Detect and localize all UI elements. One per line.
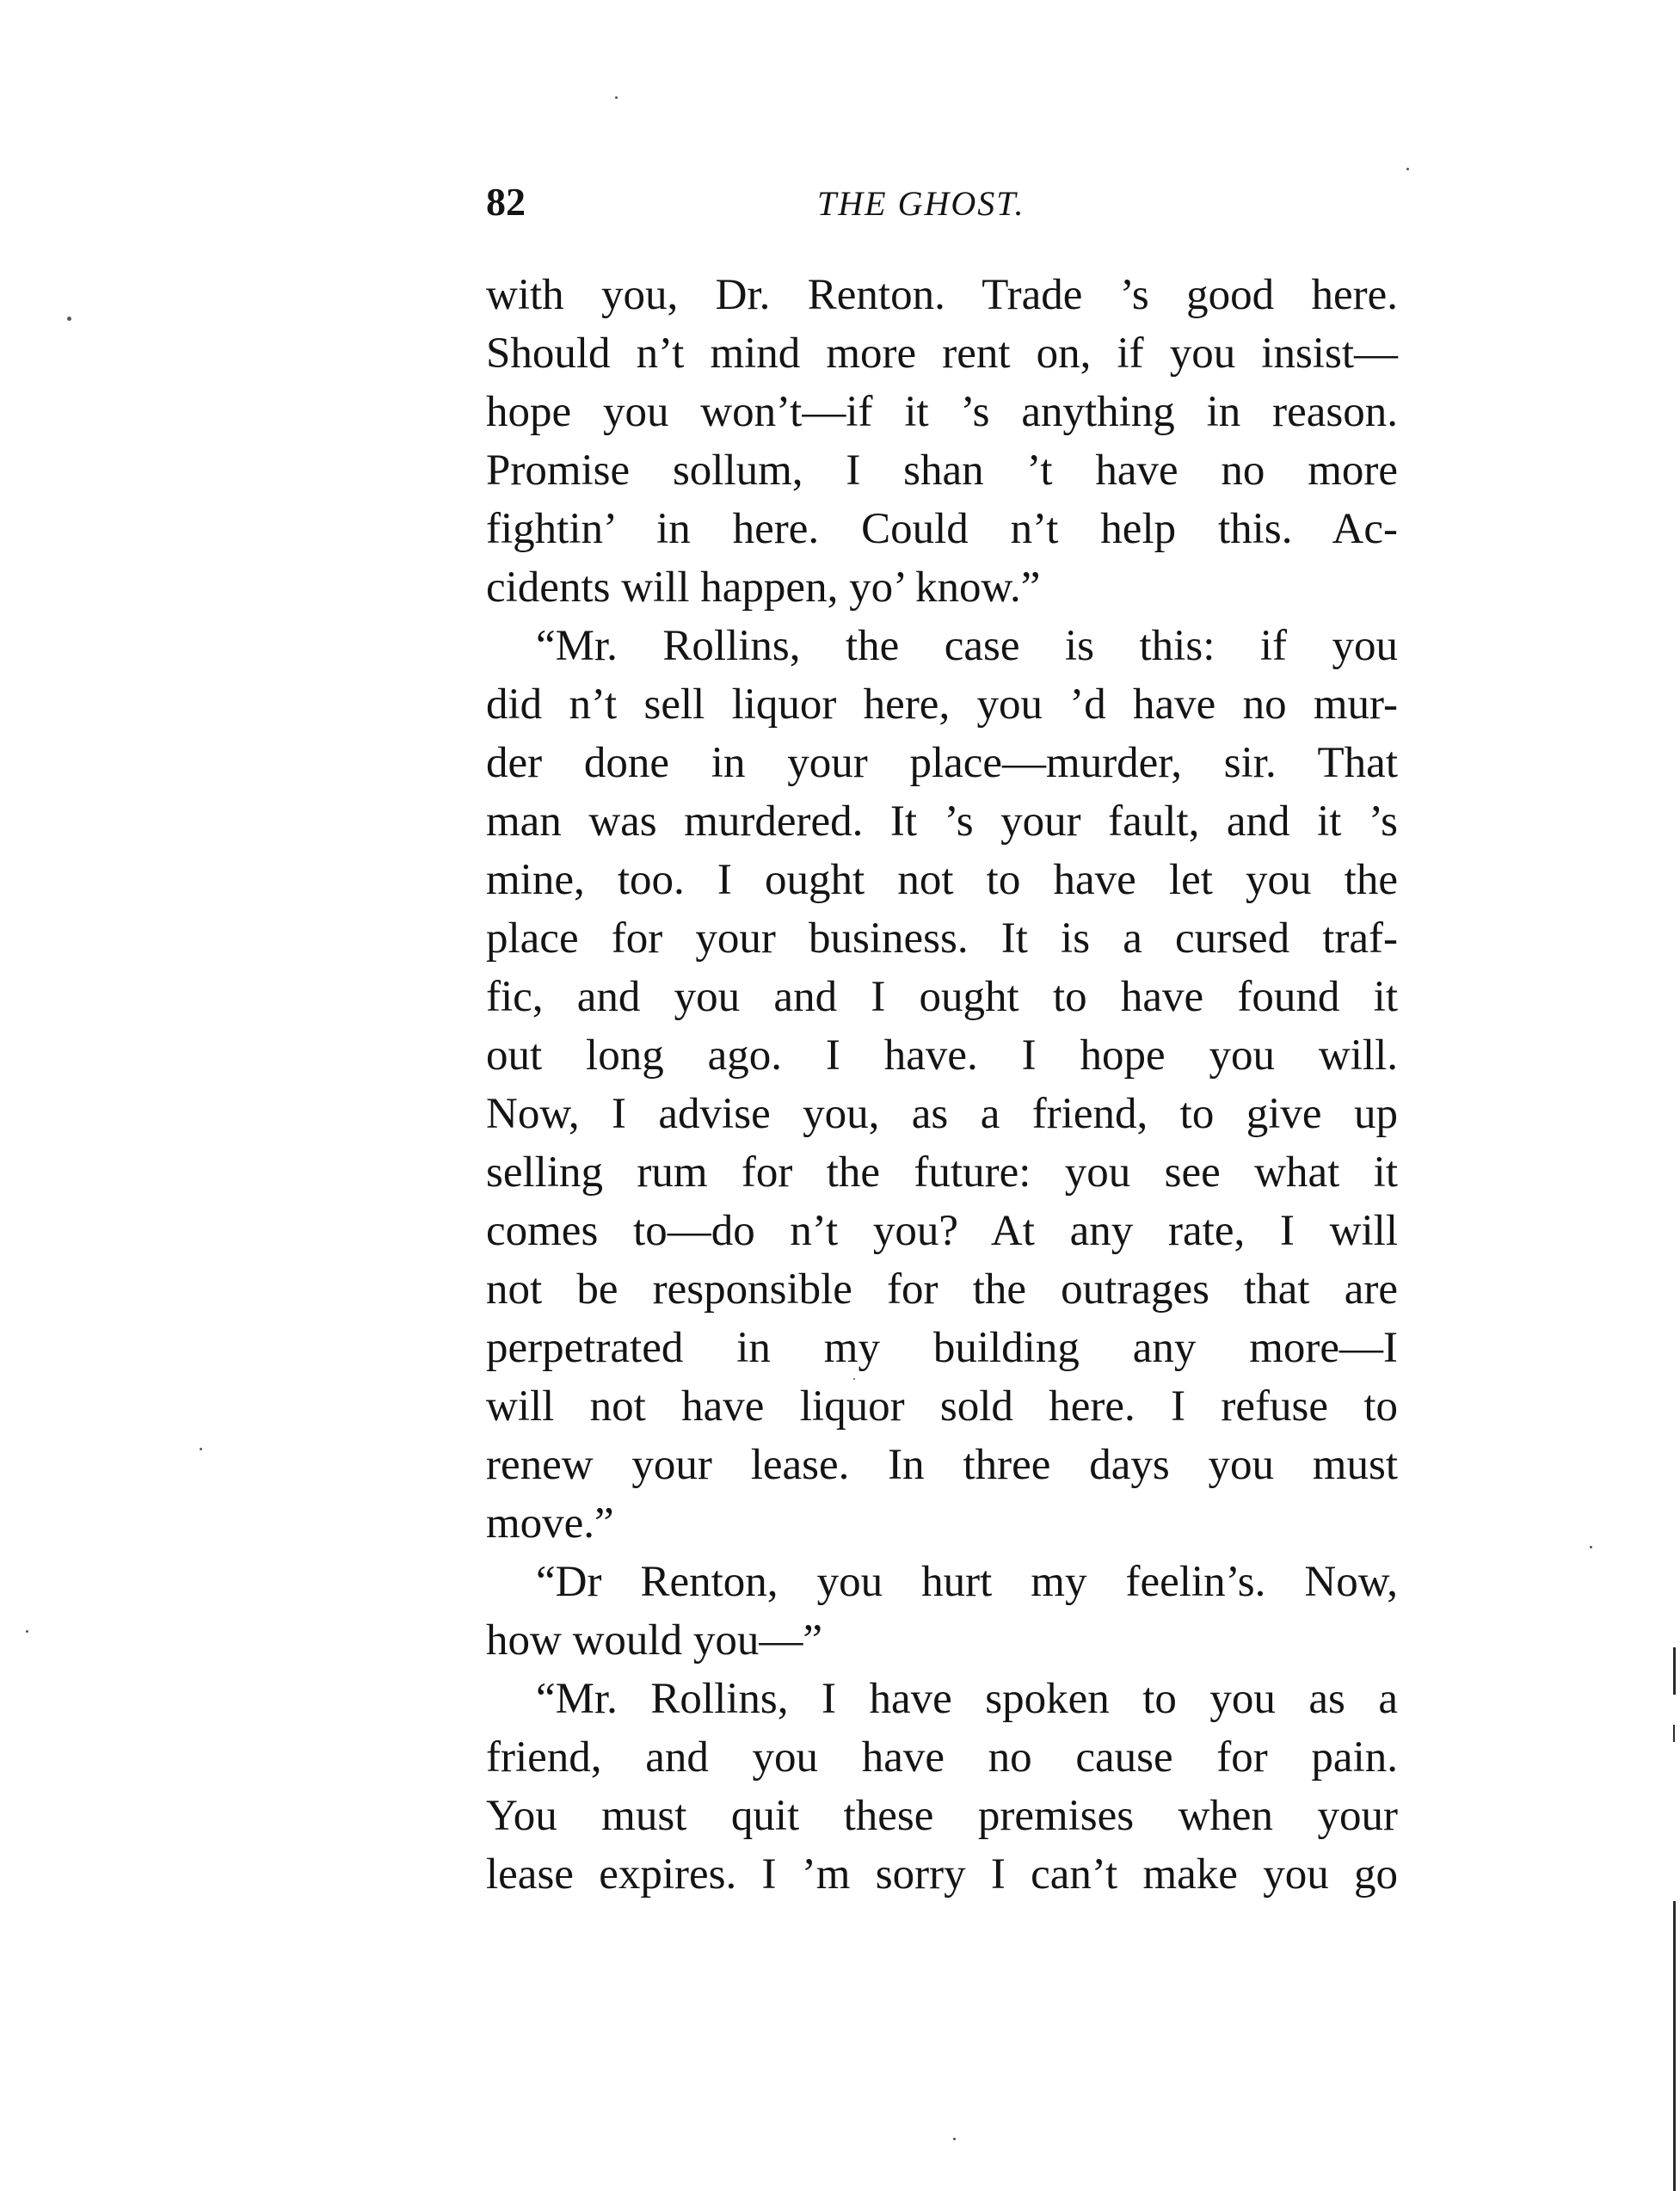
paper-speck xyxy=(953,2138,956,2140)
binding-edge-mark xyxy=(1673,1725,1675,1742)
text-line: renew your lease. In three days you must xyxy=(486,1441,1398,1489)
body-text xyxy=(486,266,1398,1904)
text-line: selling rum for the future: you see what it xyxy=(486,1148,1398,1197)
text-line: lease expires. I ’m sorry I can’t make you go xyxy=(486,1850,1398,1899)
text-line: comes to—do n’t you? At any rate, I will xyxy=(486,1207,1398,1255)
text-line: “Dr Renton, you hurt my feelin’s. Now, xyxy=(536,1558,1398,1606)
page-number: 82 xyxy=(486,180,526,224)
binding-edge-mark xyxy=(1673,1647,1676,1695)
text-line: friend, and you have no cause for pain. xyxy=(486,1733,1398,1782)
page-header xyxy=(486,172,1398,232)
binding-edge-mark xyxy=(1673,1901,1676,2191)
paper-speck xyxy=(615,96,618,99)
text-line: place for your business. It is a cursed traf- xyxy=(486,914,1398,963)
text-line: man was murdered. It ’s your fault, and it ’s xyxy=(486,797,1398,846)
text-line: Now, I advise you, as a friend, to give up xyxy=(486,1090,1398,1138)
text-line: perpetrated in my building any more—I xyxy=(486,1324,1398,1372)
text-line: mine, too. I ought not to have let you the xyxy=(486,856,1398,904)
text-line: fic, and you and I ought to have found it xyxy=(486,973,1398,1021)
text-line: with you, Dr. Renton. Trade ’s good here. xyxy=(486,271,1398,319)
text-line: cidents will happen, yo’ know.” xyxy=(486,563,1041,612)
paper-speck xyxy=(1590,1546,1592,1548)
text-line: der done in your place—murder, sir. That xyxy=(486,739,1398,787)
text-line: “Mr. Rollins, the case is this: if you xyxy=(536,622,1398,670)
paper-speck xyxy=(26,1630,28,1633)
running-title: THE GHOST. xyxy=(817,184,1025,223)
paper-speck xyxy=(200,1448,202,1450)
text-line: move.” xyxy=(486,1499,614,1548)
text-line: will not have liquor sold here. I refuse to xyxy=(486,1382,1398,1431)
paper-speck xyxy=(67,317,71,321)
paper-speck xyxy=(1406,168,1409,170)
text-line: hope you won’t—if it ’s anything in reason. xyxy=(486,388,1398,436)
text-line: “Mr. Rollins, I have spoken to you as a xyxy=(536,1675,1398,1723)
text-line: fightin’ in here. Could n’t help this. Ac- xyxy=(486,505,1398,553)
text-line: not be responsible for the outrages that are xyxy=(486,1265,1398,1314)
text-line: did n’t sell liquor here, you ’d have no mur- xyxy=(486,680,1398,729)
text-line: how would you—” xyxy=(486,1616,822,1665)
text-line: Should n’t mind more rent on, if you insist— xyxy=(486,329,1398,378)
text-line: You must quit these premises when your xyxy=(486,1792,1398,1840)
paper-speck xyxy=(853,1378,855,1380)
text-line: Promise sollum, I shan ’t have no more xyxy=(486,446,1398,495)
text-line: out long ago. I have. I hope you will. xyxy=(486,1031,1398,1080)
